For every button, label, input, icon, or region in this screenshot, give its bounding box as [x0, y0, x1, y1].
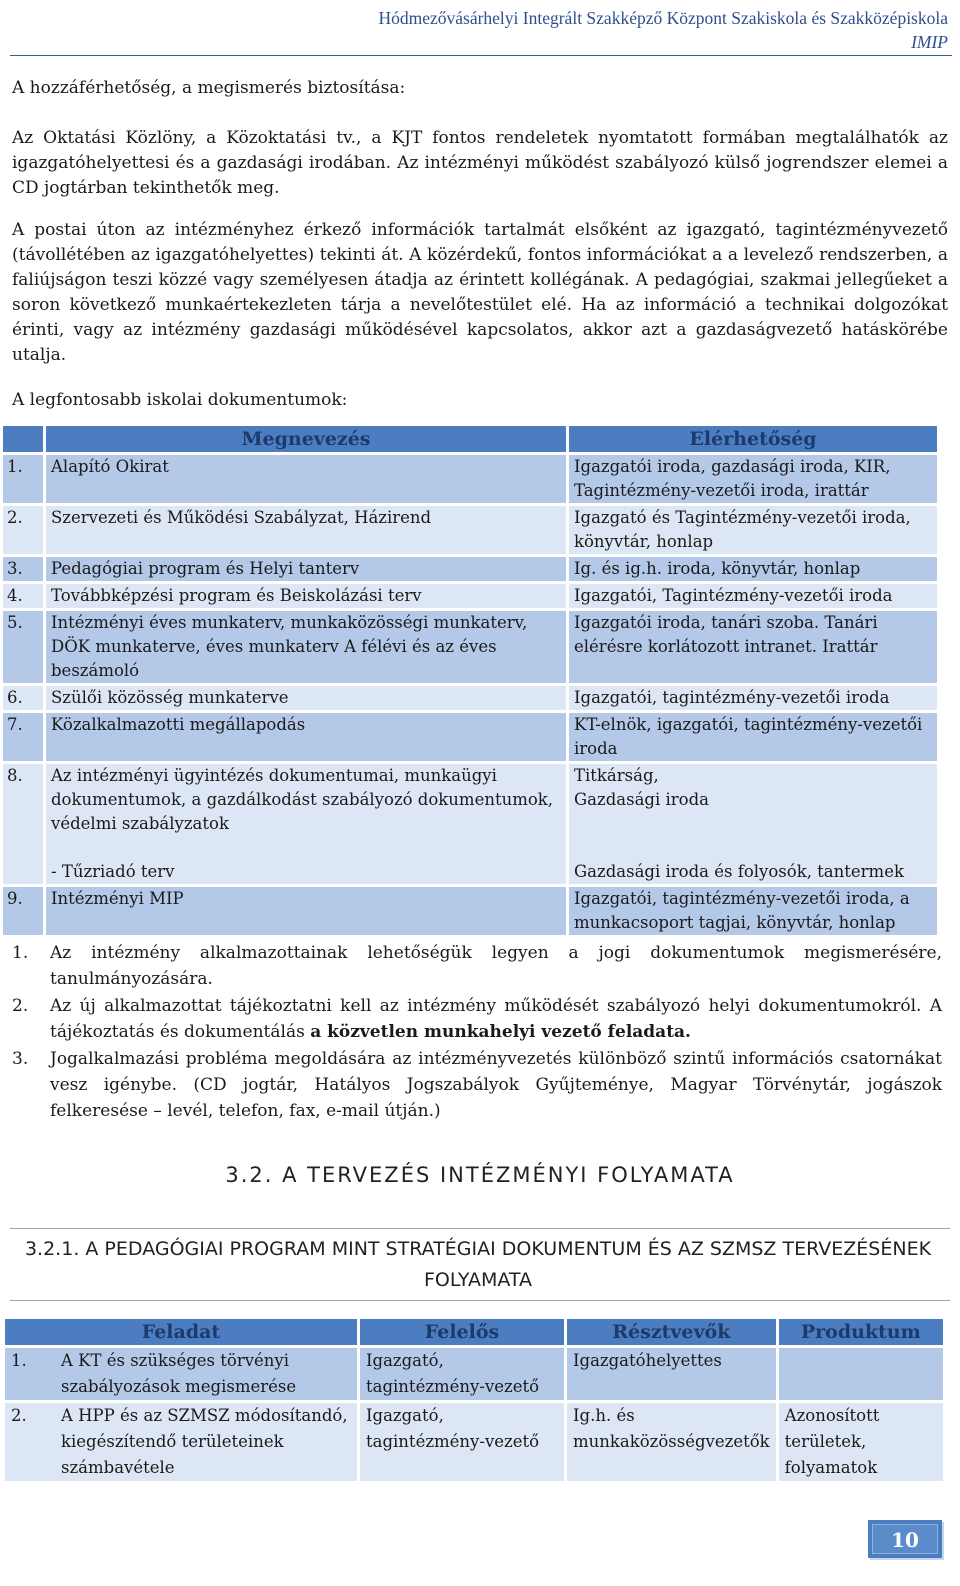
row-num: 6. [3, 686, 43, 710]
row-task: A KT és szükséges törvényi szabályozások megismerése [61, 1351, 297, 1396]
row-name: Szervezeti és Működési Szabályzat, Házirend [46, 506, 566, 554]
row-access: Igazgatói, tagintézmény-vezetői iroda, a munkacsoport tagjai, könyvtár, honlap [569, 887, 937, 935]
row-num: 2. [3, 506, 43, 554]
row-access: Igazgatói, tagintézmény-vezetői iroda [569, 686, 937, 710]
table-row [3, 611, 937, 683]
section-access-title: A hozzáférhetőség, a megismerés biztosítása: [12, 78, 406, 98]
row-task-cell [5, 1403, 357, 1481]
table-row [3, 686, 937, 710]
table-row [3, 713, 937, 761]
list-item [12, 1046, 942, 1124]
list-item [12, 993, 942, 1045]
table-header-num [3, 426, 43, 452]
row-num: 3. [3, 557, 43, 581]
row-name: Közalkalmazotti megállapodás [46, 713, 566, 761]
row-name: Intézményi MIP [46, 887, 566, 935]
row-participants: Igazgatóhelyettes [567, 1348, 776, 1400]
table-row [3, 764, 937, 884]
row-name: Alapító Okirat [46, 455, 566, 503]
list-item-bold: a közvetlen munkahelyi vezető feladata. [310, 1022, 691, 1042]
table-header-product: Produktum [779, 1319, 943, 1345]
row-access: Igazgatói iroda, gazdasági iroda, KIR, Tagintézmény-vezetői iroda, irattár [569, 455, 937, 503]
header-divider [10, 55, 952, 56]
section-divider [10, 1228, 950, 1229]
documents-table [0, 423, 940, 938]
row-num: 1. [3, 455, 43, 503]
row-participants: Ig.h. és munkaközösségvezetők [567, 1403, 776, 1481]
row-responsible: Igazgató, tagintézmény-vezető [360, 1348, 564, 1400]
table-header-task: Feladat [5, 1319, 357, 1345]
row-responsible: Igazgató, tagintézmény-vezető [360, 1403, 564, 1481]
table-header-row [3, 426, 937, 452]
row-sub-name: - Tűzriadó terv [51, 862, 175, 881]
row-access: Igazgatói iroda, tanári szoba. Tanári elérésre korlátozott intranet. Irattár [569, 611, 937, 683]
header-subtitle: IMIP [911, 32, 948, 52]
table-header-access: Elérhetőség [569, 426, 937, 452]
list-item-num: 3. [12, 1049, 29, 1069]
row-access: Ig. és ig.h. iroda, könyvtár, honlap [569, 557, 937, 581]
list-item-text: Az új alkalmazottat tájékoztatni kell az intézmény működését szabályozó helyi dokumentumokról. A tájékoztatás és dokumentálás [50, 996, 942, 1042]
row-access: Igazgatói, Tagintézmény-vezetői iroda [569, 584, 937, 608]
row-num: 5. [3, 611, 43, 683]
heading-3-2-1: 3.2.1. A PEDAGÓGIAI PROGRAM MINT STRATÉGIAI DOKUMENTUM ÉS AZ SZMSZ TERVEZÉSÉNEK FOLYAMATA [24, 1238, 932, 1291]
row-access-cell [569, 764, 937, 884]
table-row [3, 584, 937, 608]
page-header [128, 6, 948, 54]
table-row [3, 455, 937, 503]
row-num: 4. [3, 584, 43, 608]
row-num: 7. [3, 713, 43, 761]
row-num: 8. [3, 764, 43, 884]
row-access: KT-elnök, igazgatói, tagintézmény-vezetői iroda [569, 713, 937, 761]
planning-table [2, 1316, 946, 1484]
paragraph-1: Az Oktatási Közlöny, a Közoktatási tv., a KJT fontos rendeletek nyomtatott formában megtalálhatók az igazgatóhelyettesi és a gazdasági irodában. Az intézményi működést szabályozó külső jogrendszer elemei a CD jogtárban tekinthetők meg. [12, 128, 948, 198]
heading-3-2: 3.2. A TERVEZÉS INTÉZMÉNYI FOLYAMATA [225, 1163, 735, 1187]
row-name: Továbbképzési program és Beiskolázási terv [46, 584, 566, 608]
paragraph-2: A postai úton az intézményhez érkező információk tartalmát elsőként az igazgató, tagintézményvezető (távollétében az igazgatóhelyettes) tekinti át. A közérdekű, fontos információkat a a levelező rendszerben, a faliújságon teszi közzé vagy személyesen átadja az érintett kollégának. A pedagógiai, szakmai jellegűeket a soron következő munkaértekezleten tárja a nevelőtestület elé. Ha az információ a technikai dolgozókat érinti, vagy az intézmény gazdasági működésével kapcsolatos, akkor azt a gazdaságvezető hatáskörébe utalja. [12, 220, 948, 365]
row-name: Az intézményi ügyintézés dokumentumai, munkaügyi dokumentumok, a gazdálkodást szabályozó dokumentumok, védelmi szabályzatok [51, 766, 554, 833]
page-number-badge [868, 1520, 942, 1558]
row-task: A HPP és az SZMSZ módosítandó, kiegészítendő területeinek számbavétele [61, 1406, 348, 1477]
table-header-participants: Résztvevők [567, 1319, 776, 1345]
row-name: Intézményi éves munkaterv, munkaközösségi munkaterv, DÖK munkaterve, éves munkaterv A félévi és az éves beszámoló [46, 611, 566, 683]
row-name: Szülői közösség munkaterve [46, 686, 566, 710]
row-product [779, 1348, 943, 1400]
docs-title: A legfontosabb iskolai dokumentumok: [12, 390, 348, 410]
table-row [3, 557, 937, 581]
list-item-num: 2. [12, 996, 29, 1016]
row-num: 9. [3, 887, 43, 935]
section-divider [10, 1300, 950, 1301]
row-access: Titkárság, Gazdasági iroda [574, 766, 709, 809]
list-item-text-wrap [50, 993, 942, 1045]
row-access: Igazgató és Tagintézmény-vezetői iroda, könyvtár, honlap [569, 506, 937, 554]
row-task-cell [5, 1348, 357, 1400]
row-name-cell [46, 764, 566, 884]
row-num: 1. [11, 1351, 27, 1370]
list-item [12, 940, 942, 992]
row-product: Azonosított területek, folyamatok [779, 1403, 943, 1481]
list-item-text: Az intézmény alkalmazottainak lehetőségük legyen a jogi dokumentumok megismerésére, tanulmányozására. [50, 943, 942, 989]
header-title: Hódmezővásárhelyi Integrált Szakképző Központ Szakiskola és Szakközépiskola [378, 8, 948, 28]
table-row [5, 1348, 943, 1400]
table-header-name: Megnevezés [46, 426, 566, 452]
table-header-responsible: Felelős [360, 1319, 564, 1345]
list-item-num: 1. [12, 943, 29, 963]
row-sub-access: Gazdasági iroda és folyosók, tantermek [574, 862, 904, 881]
list-item-text: Jogalkalmazási probléma megoldására az intézményvezetés különböző szintű információs csatornákat vesz igénybe. (CD jogtár, Hatályos Jogszabályok Gyűjteménye, Magyar Törvénytár, jogászok felkeresése – levél, telefon, fax, e-mail útján.) [50, 1049, 942, 1121]
table-row [3, 887, 937, 935]
numbered-list [12, 940, 942, 1125]
page-number: 10 [872, 1524, 938, 1554]
table-row [5, 1403, 943, 1481]
row-name: Pedagógiai program és Helyi tanterv [46, 557, 566, 581]
row-num: 2. [11, 1406, 27, 1425]
table-row [3, 506, 937, 554]
table-header-row [5, 1319, 943, 1345]
